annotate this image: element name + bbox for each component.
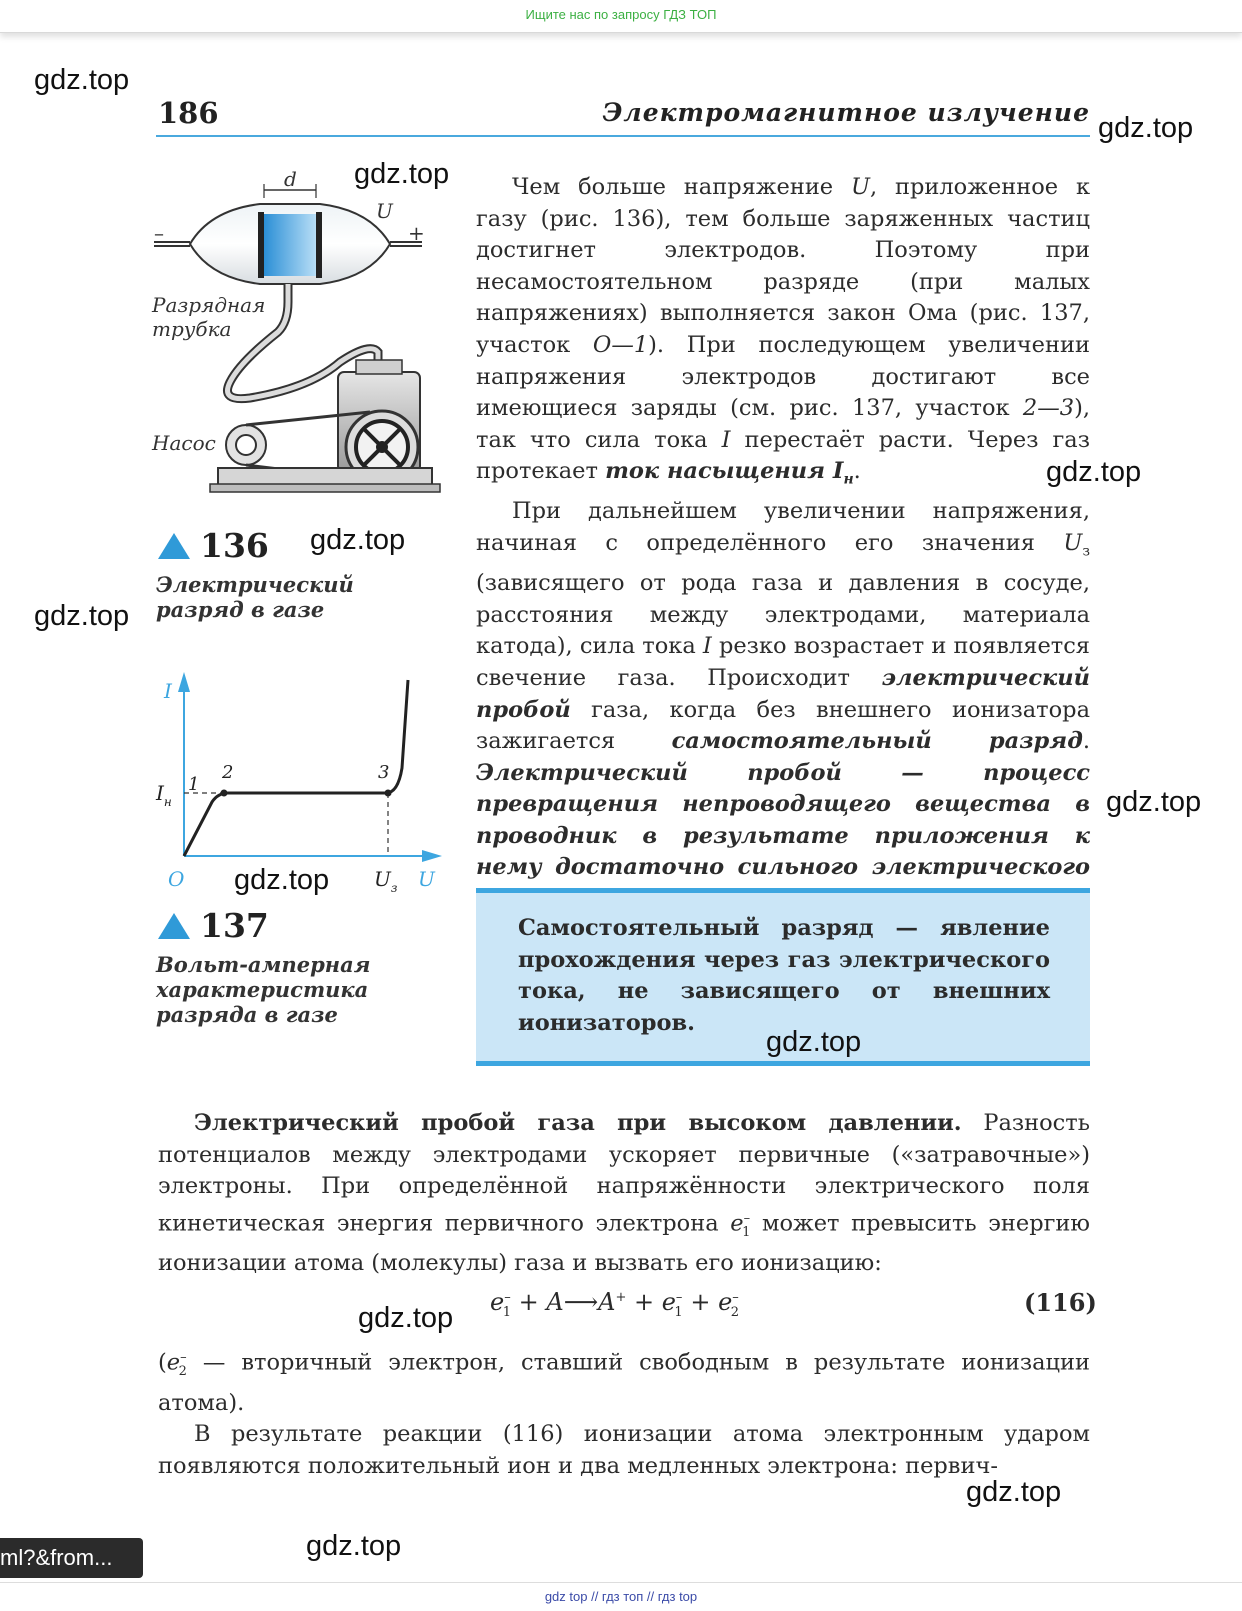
- paragraph-secondary-electron: ($e^-_2$ — вторичный электрон, ставший свободным в результате ионизации атома). В результате реакции (116) ионизации атома электронным ударом появляются положительный ион и два медленных электрона: первич-: [158, 1342, 1090, 1482]
- u-axis-label: U: [418, 867, 435, 891]
- point-3-label: 3: [378, 762, 390, 783]
- paragraph-breakdown: При дальнейшем увеличении напряжения, начиная с определённого его значения $U_з$ (зависящего от рода газа и давления в сосуде, расстояния между электродами, материала катода), сила тока I резко возрастает и появляется свечение газа. Происходит электрический пробой газа, когда без внешнего ионизатора зажигается самостоятельный разряд. Электрический пробой — процесс превращения непроводящего вещества в проводник в результате приложения к нему достаточно сильного электрического: [476, 498, 1091, 881]
- watermark: gdz.top: [1098, 112, 1194, 144]
- top-banner[interactable]: Ищите нас по запросу ГДЗ ТОП: [0, 0, 1242, 33]
- breakdown-voltage-label: $U_з$: [374, 867, 398, 894]
- figure-137-caption: Вольт-амперная характеристика разряда в газе: [156, 952, 371, 1027]
- watermark: gdz.top: [966, 1476, 1062, 1508]
- figure-136-number: 136: [158, 526, 269, 565]
- watermark: gdz.top: [766, 1026, 862, 1058]
- paragraph-reaction-result: В результате реакции (116) ионизации атома электронным ударом появляются положительный ион и два медленных электрона: первич-: [158, 1421, 1090, 1479]
- iv-curve: [184, 680, 408, 856]
- watermark: gdz.top: [34, 600, 130, 632]
- watermark: gdz.top: [310, 524, 406, 556]
- watermark: gdz.top: [358, 1302, 454, 1334]
- watermark: gdz.top: [1106, 786, 1202, 818]
- d-label: d: [284, 167, 297, 191]
- origin-label: O: [168, 867, 185, 891]
- figure-137-graph: [150, 672, 450, 894]
- definition-text: Самостоятельный разряд — явление прохождения через газ электрического тока, не зависящего от внешних ионизаторов.: [518, 915, 1050, 1036]
- point-2-label: 2: [222, 762, 234, 783]
- paragraph-saturation: Чем больше напряжение U, приложенное к газу (рис. 136), тем больше заряженных частиц достигнет электродов. Поэтому при несамостоятельном разряде (при малых напряжениях) выполняется закон Ома (рис. 137, участок O—1). При последующем увеличении напряжения электродов достигают все имеющиеся заряды (см. рис. 137, участок 2—3), так что сила тока I перестаёт расти. Через газ протекает ток насыщения $I_н$.: [476, 174, 1091, 488]
- section-high-pressure: Электрический пробой газа при высоком давлении. Разность потенциалов между электродами ускоряет первичные («затравочные») электроны. При определённой напряжённости электрического поля кинетическая энергия первичного электрона $e^-_1$ может превысить энергию ионизации атома (молекулы) газа и вызвать его ионизацию:: [158, 1110, 1090, 1277]
- anode-electrode: [316, 212, 322, 278]
- ionization-equation: $e^-_1$ + A⟶A+ + $e^-_1 + e^-_2$: [490, 1288, 740, 1320]
- watermark: gdz.top: [306, 1530, 402, 1562]
- watermark: gdz.top: [234, 864, 330, 896]
- watermark: gdz.top: [1046, 456, 1142, 488]
- minus-terminal: –: [154, 221, 164, 245]
- point-2-marker: [221, 790, 228, 797]
- triangle-marker-icon: [158, 533, 190, 559]
- url-tab-chip[interactable]: ml?&from...: [0, 1538, 143, 1578]
- section-heading: Электрический пробой газа при высоком давлении.: [194, 1110, 962, 1136]
- point-1-label: 1: [188, 774, 200, 795]
- figure-136-caption: Электрический разряд в газе: [156, 572, 354, 622]
- tube-label-1: Разрядная: [152, 293, 266, 317]
- pump-label: Насос: [152, 431, 216, 455]
- triangle-marker-icon: [158, 913, 190, 939]
- voltage-label: U: [376, 199, 393, 223]
- footer-links[interactable]: gdz top // гдз топ // гдз top: [0, 1582, 1242, 1611]
- watermark: gdz.top: [354, 158, 450, 190]
- point-3-marker: [385, 790, 392, 797]
- equation-number: (116): [1024, 1288, 1097, 1317]
- figure-136-illustration: [150, 162, 450, 514]
- running-head: Электромагнитное излучение: [602, 98, 1090, 127]
- figure-137-number: 137: [158, 906, 269, 945]
- saturation-current-label: $I_н$: [156, 781, 172, 809]
- watermark: gdz.top: [34, 64, 130, 96]
- i-axis-label: I: [164, 679, 172, 703]
- header-rule: [156, 135, 1090, 137]
- column-text: [476, 172, 1090, 916]
- glowing-gas: [264, 214, 316, 276]
- page-number: 186: [158, 96, 219, 130]
- tube-label-2: трубка: [152, 317, 232, 341]
- cathode-electrode: [258, 212, 264, 278]
- plus-terminal: +: [408, 221, 425, 245]
